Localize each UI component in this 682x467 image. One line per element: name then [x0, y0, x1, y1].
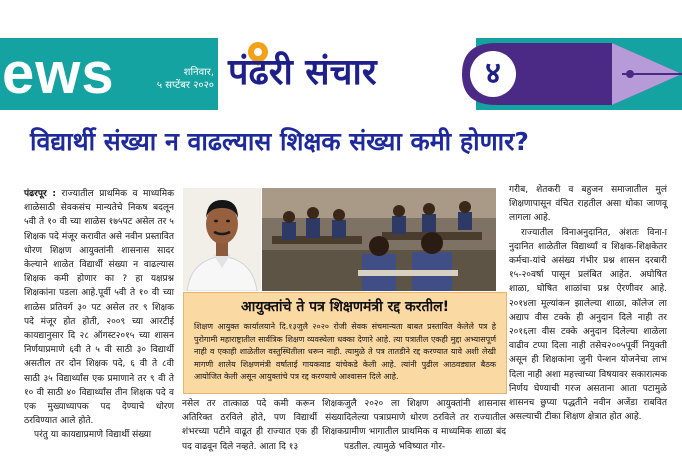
dateline: पंढरपूर : [24, 189, 57, 199]
callout-box [183, 292, 507, 394]
issue-date-text: ५ सप्टेंबर २०२० [156, 80, 214, 91]
fountain-pen-icon [462, 41, 682, 107]
column-1-text: राज्यातील प्राथमिक व माध्यमिक शाळेसाठी सेवकसंच मान्यतेचे निकष बदलून ५वी ते १० वी च्या शाळेस १७५पट असेल तर ५ शिक्षक पदे मंजूर करावीत असे नवीन प्रस्तावित धोरण शिक्षण आयुक्तांनी शासनास सादर केल्याने शाळेत विद्यार्थी संख्या न वाढल्यास शिक्षक कमी होणार का ? हा यक्षप्रश्न शिक्षकांना पडला आहे.पूर्वी ५वी ते १० वी च्या शाळेस प्रतिवर्ग ३० पट असेल तर ९ शिक्षक पदे मंजूर होत होती, २००९ च्या आरटीई कायद्यानुसार दि २८ ऑगस्ट२०१५ च्या शासन निर्णयाप्रमाणे ६वी ते ५ वी साठी ३० विद्यार्थी असतील तर दोन शिक्षक पदे, ६ वी ते ८वी साठी ३५ विद्यार्थ्यांस एक प्रमाणाने तर ९ वी ते १० वी साठी ४० विद्यार्थ्यांस तीन शिक्षक पदे व एक मुख्याध्यापक पद देण्याचे धोरण ठरविण्यात आले होते. [24, 189, 174, 427]
classroom-photo [262, 188, 496, 291]
article-column-2: नसेल तर तात्काळ पदे कमी करून शिक्षक अतिरिक्त ठरविले होते, पण विद्यार्थी संख्या शंभरच्या पटीने वाढूत ही राज्यात एक ही शिक्षक पद वाढवून दिले नव्हते. आता दि १३ [182, 399, 344, 452]
column-4-text: गरीब, शेतकरी व बहुजन समाजातील मुलं शिक्षणापासून वंचित राहतील असा धोका जाणवू लागला आहे. [509, 185, 667, 224]
portrait-photo [183, 188, 261, 291]
article-column-3: जुलै २०२० ला शिक्षण आयुक्तांनी शासनास दिलेल्या पत्राप्रमाणे धोरण ठरविले तर राज्यातील ग्रामीण भागातील प्राथमिक व माध्यमिक शाळा बंद पडतील. त्यामुळे भविष्यात गोर- [344, 399, 506, 452]
issue-day: शनिवार, [183, 67, 214, 78]
newspaper-name-fragment: ews [2, 41, 115, 106]
page-number-badge: ४ [470, 51, 516, 97]
section-masthead [218, 38, 476, 110]
column-1-continuation: परंतु या कायद्याप्रमाणे विद्यार्थी संख्या [34, 430, 152, 441]
issue-date [140, 66, 214, 92]
section-title: पंढरी संचार [228, 52, 377, 93]
callout-body: शिक्षण आयुक्त कार्यालयाने दि.१३जुलै २०२० रोजी सेवक संचमान्यता बाबत प्रस्तावित केलेले पत्र हे पुरोगामी महाराष्ट्रातील सार्वत्रिक शिक्षण व्यवस्थेला धक्का देणारे आहे. त्या पत्रातील एकही मुद्दा अभ्यासपूर्ण नाही व एकाही शाळेतील वस्तुस्थितीला धरून नाही. त्यामुळे ते पत्र तातडीने रद्द करण्यात यावे अशी लेखी मागणी शालेय शिक्षणमंत्री वर्षाताई गायकवाड यांचेकडे केली आहे. त्यांनी पुढील आठवड्यात बैठक आयोजित केली असून आयुक्तांचे पत्र रद्द करण्याचे आश्वासन दिले आहे. [194, 322, 496, 382]
page-banner [0, 38, 682, 110]
article-column-4 [509, 183, 667, 463]
article-headline: विद्यार्थी संख्या न वाढल्यास शिक्षक संख्या कमी होणार? [30, 127, 529, 156]
callout-title: आयुक्तांचे ते पत्र शिक्षणमंत्री रद्द करतील! [241, 299, 449, 315]
column-4-continuation: राज्यातील विनाअनुदानित, अंशतः विना-ानुदानित शाळेतील विद्यार्थ्यां व शिक्षक-शिक्षकेतर कर्मचा-यांचे असंख्य गंभीर प्रश्न शासन दरबारी १५-२०वर्षा पासून प्रलंबित आहेत. अघोषित शाळा, घोषित शाळांचा प्रश्न ऐरणीवर आहे. २०१४ला मूल्यांकन झालेल्या शाळा, कॉलेज ला अद्याप वीस टक्के ही अनुदान दिले नाही तर २०१६ला वीस टक्के अनुदान दिलेल्या शाळेला वाढीव टप्पा दिला नाही तसेच२००५पूर्वी नियुक्ती असून ही शिक्षकांना जुनी पेन्शन योजनेचा लाभ दिला नाही अशा महत्त्वाच्या विषयावर सकारात्मक निर्णय घेण्याची गरज असताना आता पटामुळे शासनच छुप्या पद्धतीने नवीन अजेंडा राबवित असल्याची टीका शिक्षण क्षेत्रात होत आहे. [509, 227, 667, 423]
article-column-1 [24, 187, 174, 462]
